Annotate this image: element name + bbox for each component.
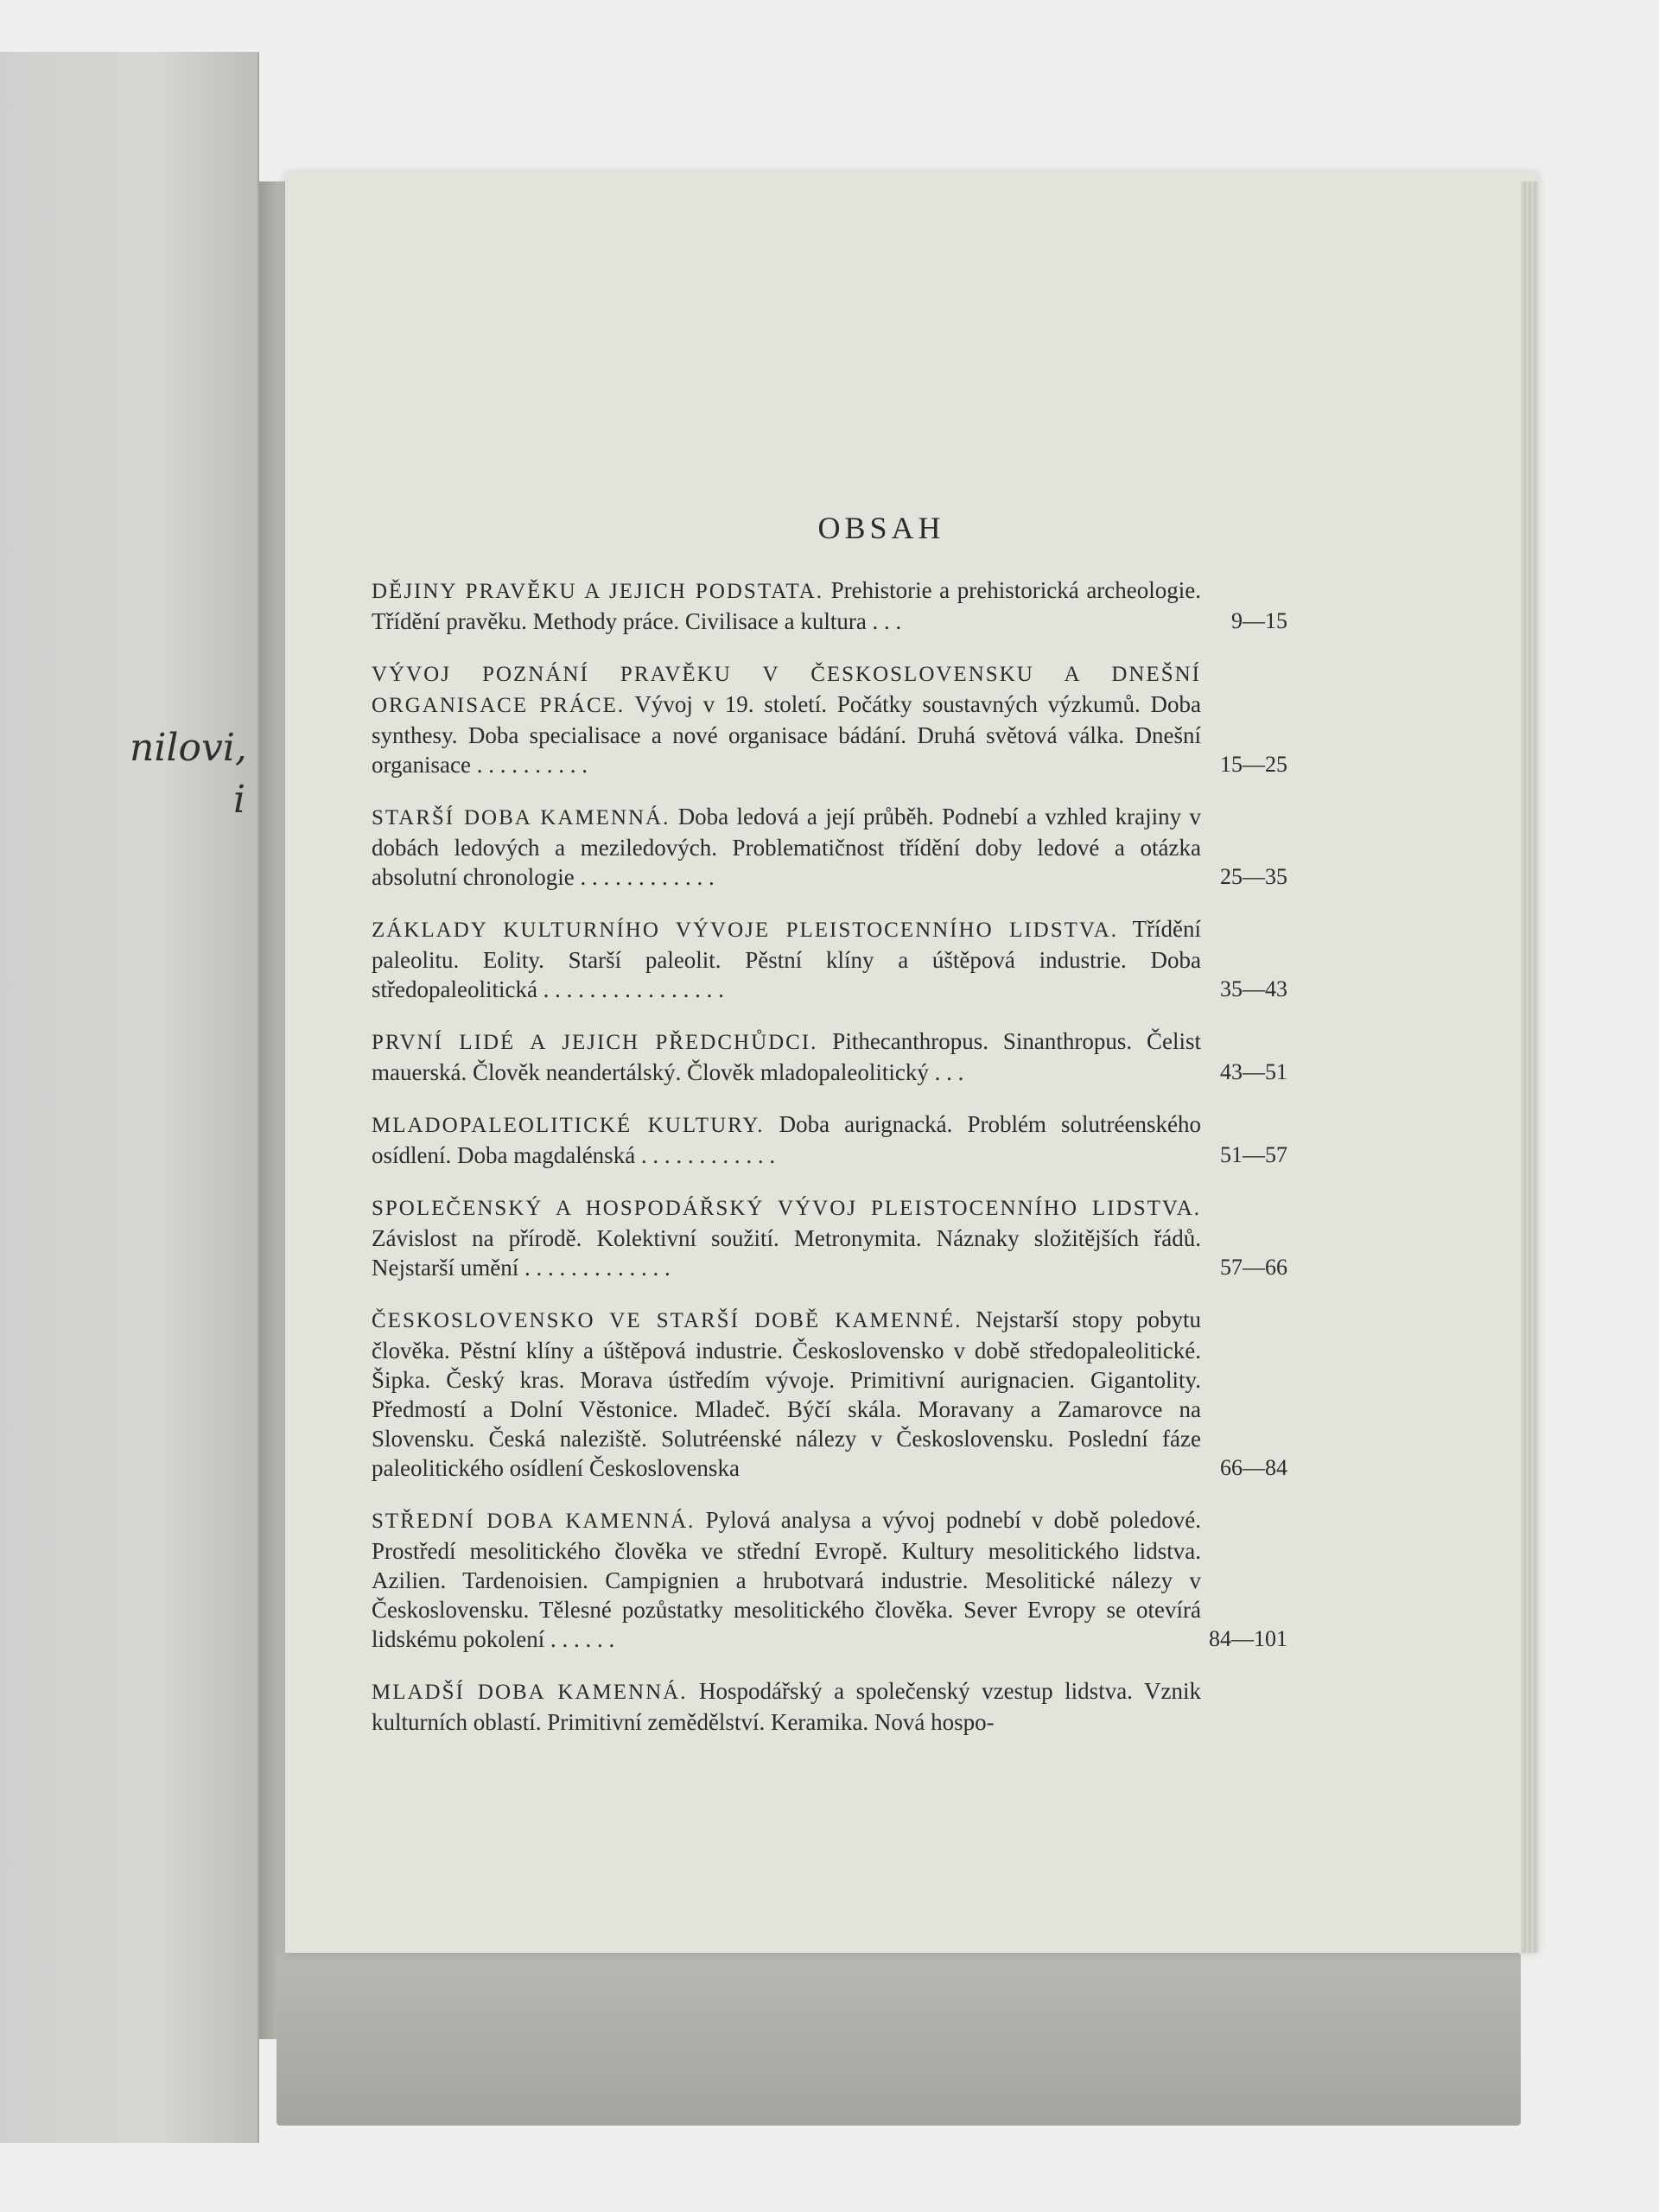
toc-entry-heading: ČESKOSLOVENSKO VE STARŠÍ DOBĚ KAMENNÉ. [372, 1309, 963, 1332]
toc-entry-text [372, 1027, 1201, 1087]
toc-entry [372, 914, 1287, 1004]
toc-entry-heading: DĚJINY PRAVĚKU A JEJICH PODSTATA. [372, 580, 823, 603]
toc-entry-description: Doba aurignacká. Problém solutréenského osídlení. Doba magdalénská . . . . . . . . . . . . [372, 1111, 1201, 1168]
toc-entry-heading: MLADŠÍ DOBA KAMENNÁ. [372, 1681, 688, 1704]
toc-entry-text [372, 914, 1201, 1004]
toc-entry-text [372, 1109, 1201, 1170]
toc-entry-text [372, 1305, 1201, 1483]
toc-entry-heading: STARŠÍ DOBA KAMENNÁ. [372, 806, 671, 830]
right-page [285, 173, 1538, 1953]
toc-entry [372, 658, 1287, 779]
toc-entry [372, 1505, 1287, 1654]
toc-entry-description: Závislost na přírodě. Kolektivní soužití. Metronymita. Náznaky složitějších řádů. Nejstarší umění . . . . . . . . . . . . . [372, 1225, 1201, 1281]
toc-entry-description: Nejstarší stopy pobytu člověka. Pěstní klíny a úštěpová industrie. Československo v době středopaleolitické. Šipka. Český kras. Morava ústředím vývoje. Primitivní aurignacien. Gigantolity. Předmostí a Dolní Věstonice. Mladeč. Býčí skála. Moravany a Zamarovce na Slovensku. Česká naleziště. Solutréenské nálezy v Československu. Poslední fáze paleolitického osídlení Československa [372, 1306, 1202, 1481]
toc-entry-text [372, 575, 1201, 636]
left-page-text-fragment: i [233, 778, 246, 822]
toc-entry-heading: PRVNÍ LIDÉ A JEJICH PŘEDCHŮDCI. [372, 1031, 818, 1054]
toc-entry-pages: 43—51 [1220, 1059, 1287, 1084]
toc-entry-heading: VÝVOJ POZNÁNÍ PRAVĚKU V ČESKOSLOVENSKU A DNEŠNÍ ORGANISACE PRÁCE. [372, 663, 1201, 717]
toc-entry [372, 575, 1287, 636]
toc-entry-pages: 35—43 [1220, 976, 1287, 1001]
book-cover-edge [276, 1953, 1521, 2126]
toc-entry [372, 802, 1287, 892]
toc-entry-description: Hospodářský a společenský vzestup lidstva. Vznik kulturních oblastí. Primitivní zemědělství. Keramika. Nová hospo- [372, 1678, 1201, 1735]
toc-entry-description: Vývoj v 19. století. Počátky soustavných výzkumů. Doba synthesy. Doba specialisace a nové organisace bádání. Druhá světová válka. Dnešní organisace . . . . . . . . . . [372, 691, 1201, 778]
toc-entry-pages: 25—35 [1220, 864, 1287, 889]
toc-entry-text [372, 658, 1201, 779]
toc-entry-pages: 84—101 [1209, 1626, 1287, 1651]
toc-entry-pages: 15—25 [1220, 752, 1287, 777]
toc-entry-pages: 51—57 [1220, 1142, 1287, 1167]
toc-entry-heading: MLADOPALEOLITICKÉ KULTURY. [372, 1114, 765, 1137]
toc-entry-description: Prehistorie a prehistorická archeologie. Třídění pravěku. Methody práce. Civilisace a kultura . . . [372, 577, 1201, 634]
toc-entry-pages: 57—66 [1220, 1255, 1287, 1280]
toc-entry [372, 1109, 1287, 1170]
left-page-text-fragment: nilovi, [130, 726, 247, 770]
toc-entry-text [372, 802, 1201, 892]
toc-entry-description: Pylová analysa a vývoj podnebí v době poledové. Prostředí mesolitického člověka ve střední Evropě. Kultury mesolitického lidstva. Azilien. Tardenoisien. Campignien a hrubotvará industrie. Mesolitické nálezy v Československu. Tělesné pozůstatky mesolitického člověka. Sever Evropy se otevírá lidskému pokolení . . . . . . [372, 1507, 1201, 1652]
toc-entry-description: Třídění paleolitu. Eolity. Starší paleolit. Pěstní klíny a úštěpová industrie. Doba středopaleolitická . . . . . . . . . . . . . . . . [372, 916, 1201, 1002]
toc-entry-pages: 66—84 [1220, 1455, 1287, 1480]
toc-entry-heading: STŘEDNÍ DOBA KAMENNÁ. [372, 1510, 696, 1533]
toc-entry-pages: 9—15 [1231, 608, 1287, 633]
toc-entry [372, 1027, 1287, 1087]
page-edges [1521, 181, 1538, 1953]
toc-entry-description: Doba ledová a její průběh. Podnebí a vzhled krajiny v dobách ledových a meziledových. Problematičnost třídění doby ledové a otázka absolutní chronologie . . . . . . . . . . . . [372, 804, 1201, 890]
toc-title: OBSAH [817, 511, 945, 545]
toc-entry-heading: SPOLEČENSKÝ A HOSPODÁŘSKÝ VÝVOJ PLEISTOCENNÍHO LIDSTVA. [372, 1197, 1201, 1220]
toc-entry-heading: ZÁKLADY KULTURNÍHO VÝVOJE PLEISTOCENNÍHO LIDSTVA. [372, 918, 1119, 942]
toc-entry-text [372, 1192, 1201, 1282]
toc-entry-text [372, 1505, 1201, 1654]
toc-entry [372, 1305, 1287, 1483]
toc-entry [372, 1676, 1287, 1737]
toc-entry [372, 1192, 1287, 1282]
toc-entry-description: Pithecanthropus. Sinanthropus. Čelist mauerská. Člověk neandertálský. Člověk mladopaleolitický . . . [372, 1028, 1201, 1085]
left-page [0, 52, 259, 2143]
toc-entry-text [372, 1676, 1201, 1737]
table-of-contents [372, 510, 1287, 1759]
toc-entries [372, 575, 1287, 1737]
